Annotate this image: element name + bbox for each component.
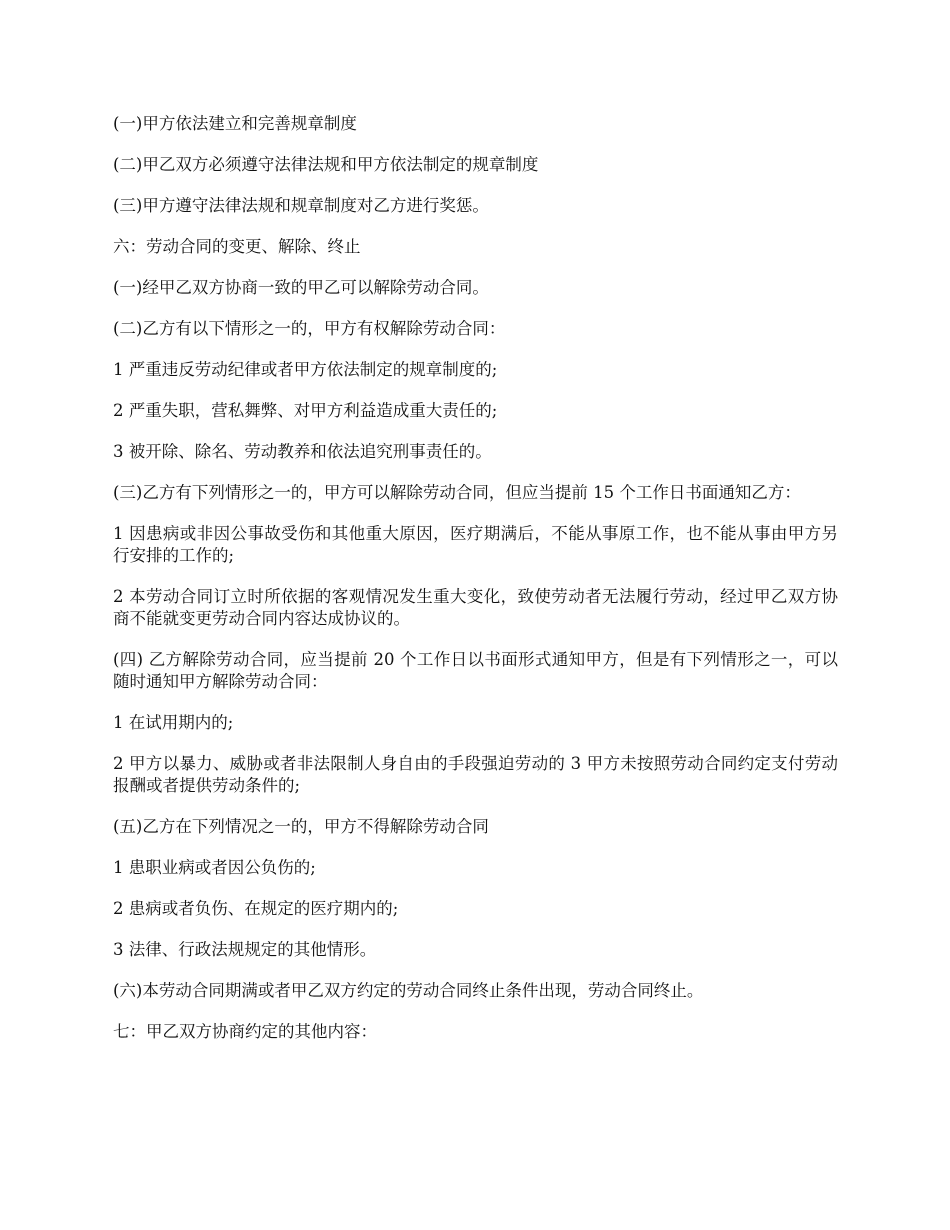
list-item: 1 患职业病或者因公负伤的; <box>113 858 316 877</box>
paragraph: (六)本劳动合同期满或者甲乙双方约定的劳动合同终止条件出现，劳动合同终止。 <box>113 981 704 1000</box>
list-item: 3 被开除、除名、劳动教养和依法追究刑事责任的。 <box>113 442 492 461</box>
paragraph: (一)甲方依法建立和完善规章制度 <box>113 114 357 133</box>
list-item: 3 法律、行政法规规定的其他情形。 <box>113 940 377 959</box>
list-item: 2 本劳动合同订立时所依据的客观情况发生重大变化，致使劳动者无法履行劳动，经过甲乙双方协商不能就变更劳动合同内容达成协议的。 <box>113 587 838 628</box>
paragraph: (一)经甲乙双方协商一致的甲乙可以解除劳动合同。 <box>113 278 489 297</box>
paragraph: (三)甲方遵守法律法规和规章制度对乙方进行奖惩。 <box>113 196 489 215</box>
document-body <box>113 113 838 1062</box>
list-item: 2 严重失职，营私舞弊、对甲方利益造成重大责任的; <box>113 401 498 420</box>
list-item: 2 甲方以暴力、威胁或者非法限制人身自由的手段强迫劳动的 3 甲方未按照劳动合同约定支付劳动报酬或者提供劳动条件的; <box>113 754 838 795</box>
paragraph: (四) 乙方解除劳动合同，应当提前 20 个工作日以书面形式通知甲方，但是有下列情形之一，可以随时通知甲方解除劳动合同： <box>113 650 838 691</box>
list-item: 1 因患病或非因公事故受伤和其他重大原因，医疗期满后，不能从事原工作，也不能从事由甲方另行安排的工作的; <box>113 524 838 565</box>
section-heading: 七：甲乙双方协商约定的其他内容： <box>113 1022 377 1041</box>
list-item: 2 患病或者负伤、在规定的医疗期内的; <box>113 899 399 918</box>
paragraph: (二)乙方有以下情形之一的，甲方有权解除劳动合同： <box>113 319 506 338</box>
section-heading: 六：劳动合同的变更、解除、终止 <box>113 237 361 256</box>
paragraph: (二)甲乙双方必须遵守法律法规和甲方依法制定的规章制度 <box>113 155 539 174</box>
paragraph: (五)乙方在下列情况之一的，甲方不得解除劳动合同 <box>113 817 489 836</box>
paragraph: (三)乙方有下列情形之一的，甲方可以解除劳动合同，但应当提前 15 个工作日书面通知乙方： <box>113 483 801 502</box>
list-item: 1 严重违反劳动纪律或者甲方依法制定的规章制度的; <box>113 360 498 379</box>
list-item: 1 在试用期内的; <box>113 713 234 732</box>
